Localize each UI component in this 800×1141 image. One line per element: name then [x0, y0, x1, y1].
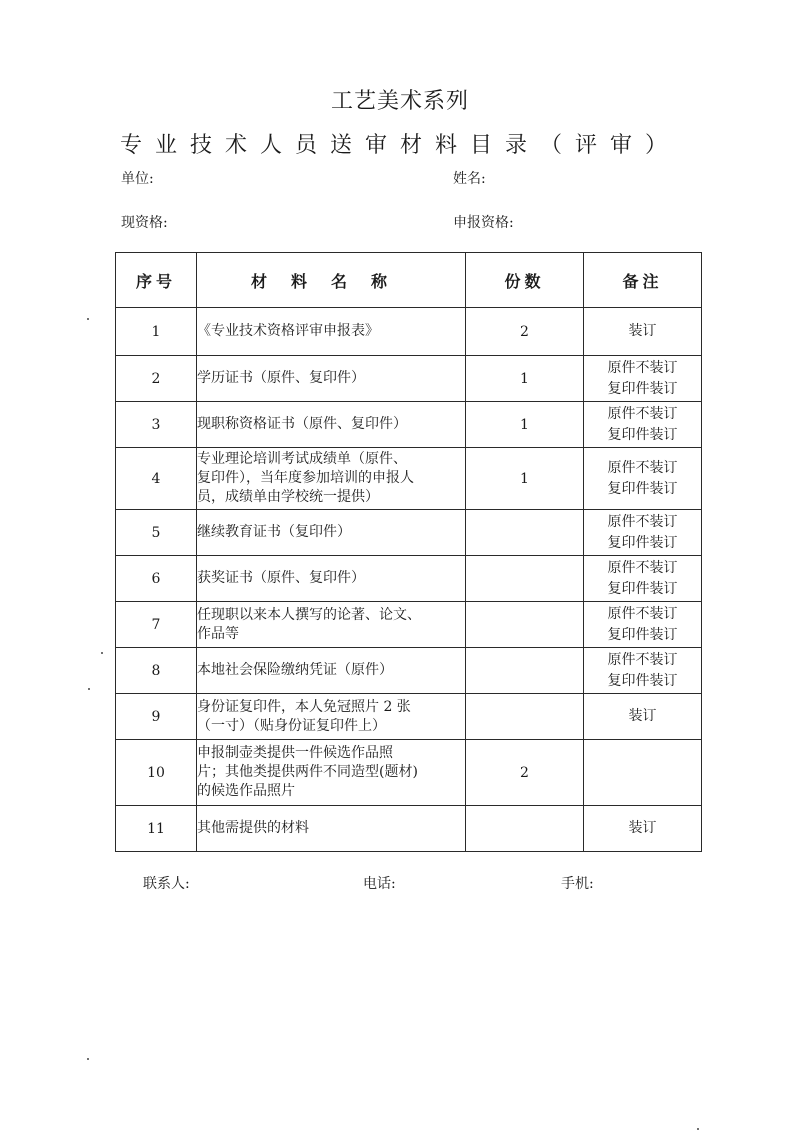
- material-name-line: （一寸）（贴身份证复印件上）: [197, 717, 386, 734]
- note-line: 原件不装订: [607, 513, 678, 530]
- row-note: [584, 510, 702, 556]
- material-name-line: 其他需提供的材料: [197, 820, 309, 836]
- row-material-name: [197, 602, 466, 648]
- current-qualification-label: 现资格:: [121, 215, 168, 231]
- table-row: [116, 356, 702, 402]
- row-seq: 5: [116, 510, 197, 556]
- table-row: [116, 806, 702, 852]
- note-line: 原件不装订: [607, 651, 678, 668]
- scan-speck: [101, 652, 103, 654]
- row-note: [584, 308, 702, 356]
- row-note: [584, 402, 702, 448]
- row-count: [466, 648, 584, 694]
- note-line: 装订: [628, 323, 657, 339]
- note-line: 复印件装订: [607, 380, 678, 397]
- header-seq: 序号: [116, 253, 197, 308]
- row-material-name: [197, 402, 466, 448]
- note-line: 装订: [628, 820, 657, 836]
- note-line: 装订: [628, 708, 657, 724]
- table-row: [116, 648, 702, 694]
- row-material-name: [197, 556, 466, 602]
- table-row: [116, 510, 702, 556]
- table-header-row: [116, 253, 702, 308]
- material-name-line: 的候选作品照片: [197, 783, 295, 799]
- row-seq: 3: [116, 402, 197, 448]
- row-note: [584, 602, 702, 648]
- note-line: 复印件装订: [607, 426, 678, 443]
- contact-label: 联系人:: [143, 876, 190, 892]
- row-count: 1: [466, 356, 584, 402]
- row-count: [466, 510, 584, 556]
- row-note: [584, 448, 702, 510]
- row-seq: 10: [116, 740, 197, 806]
- row-material-name: [197, 648, 466, 694]
- row-seq: 9: [116, 694, 197, 740]
- mobile-label: 手机:: [561, 876, 594, 892]
- row-material-name: [197, 806, 466, 852]
- row-note: [584, 556, 702, 602]
- table-row: [116, 694, 702, 740]
- row-material-name: [197, 448, 466, 510]
- row-count: [466, 602, 584, 648]
- row-count: 2: [466, 740, 584, 806]
- table-body: [116, 308, 702, 852]
- scan-speck: [697, 1128, 699, 1130]
- scan-speck: [87, 318, 89, 320]
- material-name-line: 学历证书（原件、复印件）: [197, 370, 365, 386]
- row-count: [466, 694, 584, 740]
- row-count: [466, 556, 584, 602]
- note-line: 复印件装订: [607, 626, 678, 643]
- row-material-name: [197, 308, 466, 356]
- row-seq: 4: [116, 448, 197, 510]
- material-name-line: 本地社会保险缴纳凭证（原件）: [197, 662, 393, 678]
- row-count: 1: [466, 448, 584, 510]
- material-name-line: 复印件），当年度参加培训的申报人: [197, 470, 414, 486]
- row-seq: 8: [116, 648, 197, 694]
- note-line: 复印件装订: [607, 580, 678, 597]
- note-line: 复印件装订: [607, 534, 678, 551]
- note-line: 原件不装订: [607, 559, 678, 576]
- row-seq: 2: [116, 356, 197, 402]
- table-row: [116, 740, 702, 806]
- header-note: 备注: [584, 253, 702, 308]
- materials-table: [115, 252, 702, 852]
- note-line: 原件不装订: [607, 605, 678, 622]
- row-count: 2: [466, 308, 584, 356]
- phone-label: 电话:: [363, 876, 396, 892]
- material-name-line: 员，成绩单由学校统一提供）: [197, 489, 379, 505]
- row-material-name: [197, 356, 466, 402]
- material-name-line: 作品等: [197, 625, 239, 642]
- row-count: 1: [466, 402, 584, 448]
- material-name-line: 任现职以来本人撰写的论著、论文、: [197, 606, 421, 623]
- document-title: 工艺美术系列: [330, 89, 469, 114]
- note-line: 复印件装订: [607, 480, 678, 497]
- table-row: [116, 556, 702, 602]
- row-note: [584, 648, 702, 694]
- scan-speck: [88, 688, 90, 690]
- document-subtitle: 专业技术人员送审材料目录（评审）: [119, 133, 680, 158]
- material-name-line: 身份证复印件，本人免冠照片 2 张: [197, 698, 411, 715]
- row-seq: 11: [116, 806, 197, 852]
- material-name-line: 继续教育证书（复印件）: [197, 524, 351, 540]
- applied-qualification-label: 申报资格:: [453, 215, 514, 231]
- table-row: [116, 602, 702, 648]
- note-line: 原件不装订: [607, 405, 678, 422]
- row-seq: 7: [116, 602, 197, 648]
- scan-speck: [87, 1058, 89, 1060]
- row-count: [466, 806, 584, 852]
- row-note: [584, 694, 702, 740]
- material-name-line: 现职称资格证书（原件、复印件）: [197, 416, 407, 432]
- material-name-line: 获奖证书（原件、复印件）: [197, 570, 365, 586]
- table-row: [116, 308, 702, 356]
- note-line: 复印件装订: [607, 672, 678, 689]
- row-material-name: [197, 510, 466, 556]
- header-count: 份数: [466, 253, 584, 308]
- note-line: 原件不装订: [607, 359, 678, 376]
- unit-label: 单位:: [121, 171, 154, 187]
- row-seq: 1: [116, 308, 197, 356]
- row-note: [584, 356, 702, 402]
- row-material-name: [197, 740, 466, 806]
- row-seq: 6: [116, 556, 197, 602]
- table-row: [116, 402, 702, 448]
- name-label: 姓名:: [453, 171, 486, 187]
- row-note: [584, 740, 702, 806]
- material-name-line: 片；其他类提供两件不同造型(题材): [197, 764, 418, 780]
- row-material-name: [197, 694, 466, 740]
- material-name-line: 申报制壶类提供一件候选作品照: [197, 745, 393, 761]
- note-line: 原件不装订: [607, 459, 678, 476]
- material-name-line: 专业理论培训考试成绩单（原件、: [197, 451, 407, 467]
- material-name-line: 《专业技术资格评审申报表》: [197, 323, 379, 339]
- row-note: [584, 806, 702, 852]
- header-material-name: 材料名称: [197, 253, 466, 308]
- table-row: [116, 448, 702, 510]
